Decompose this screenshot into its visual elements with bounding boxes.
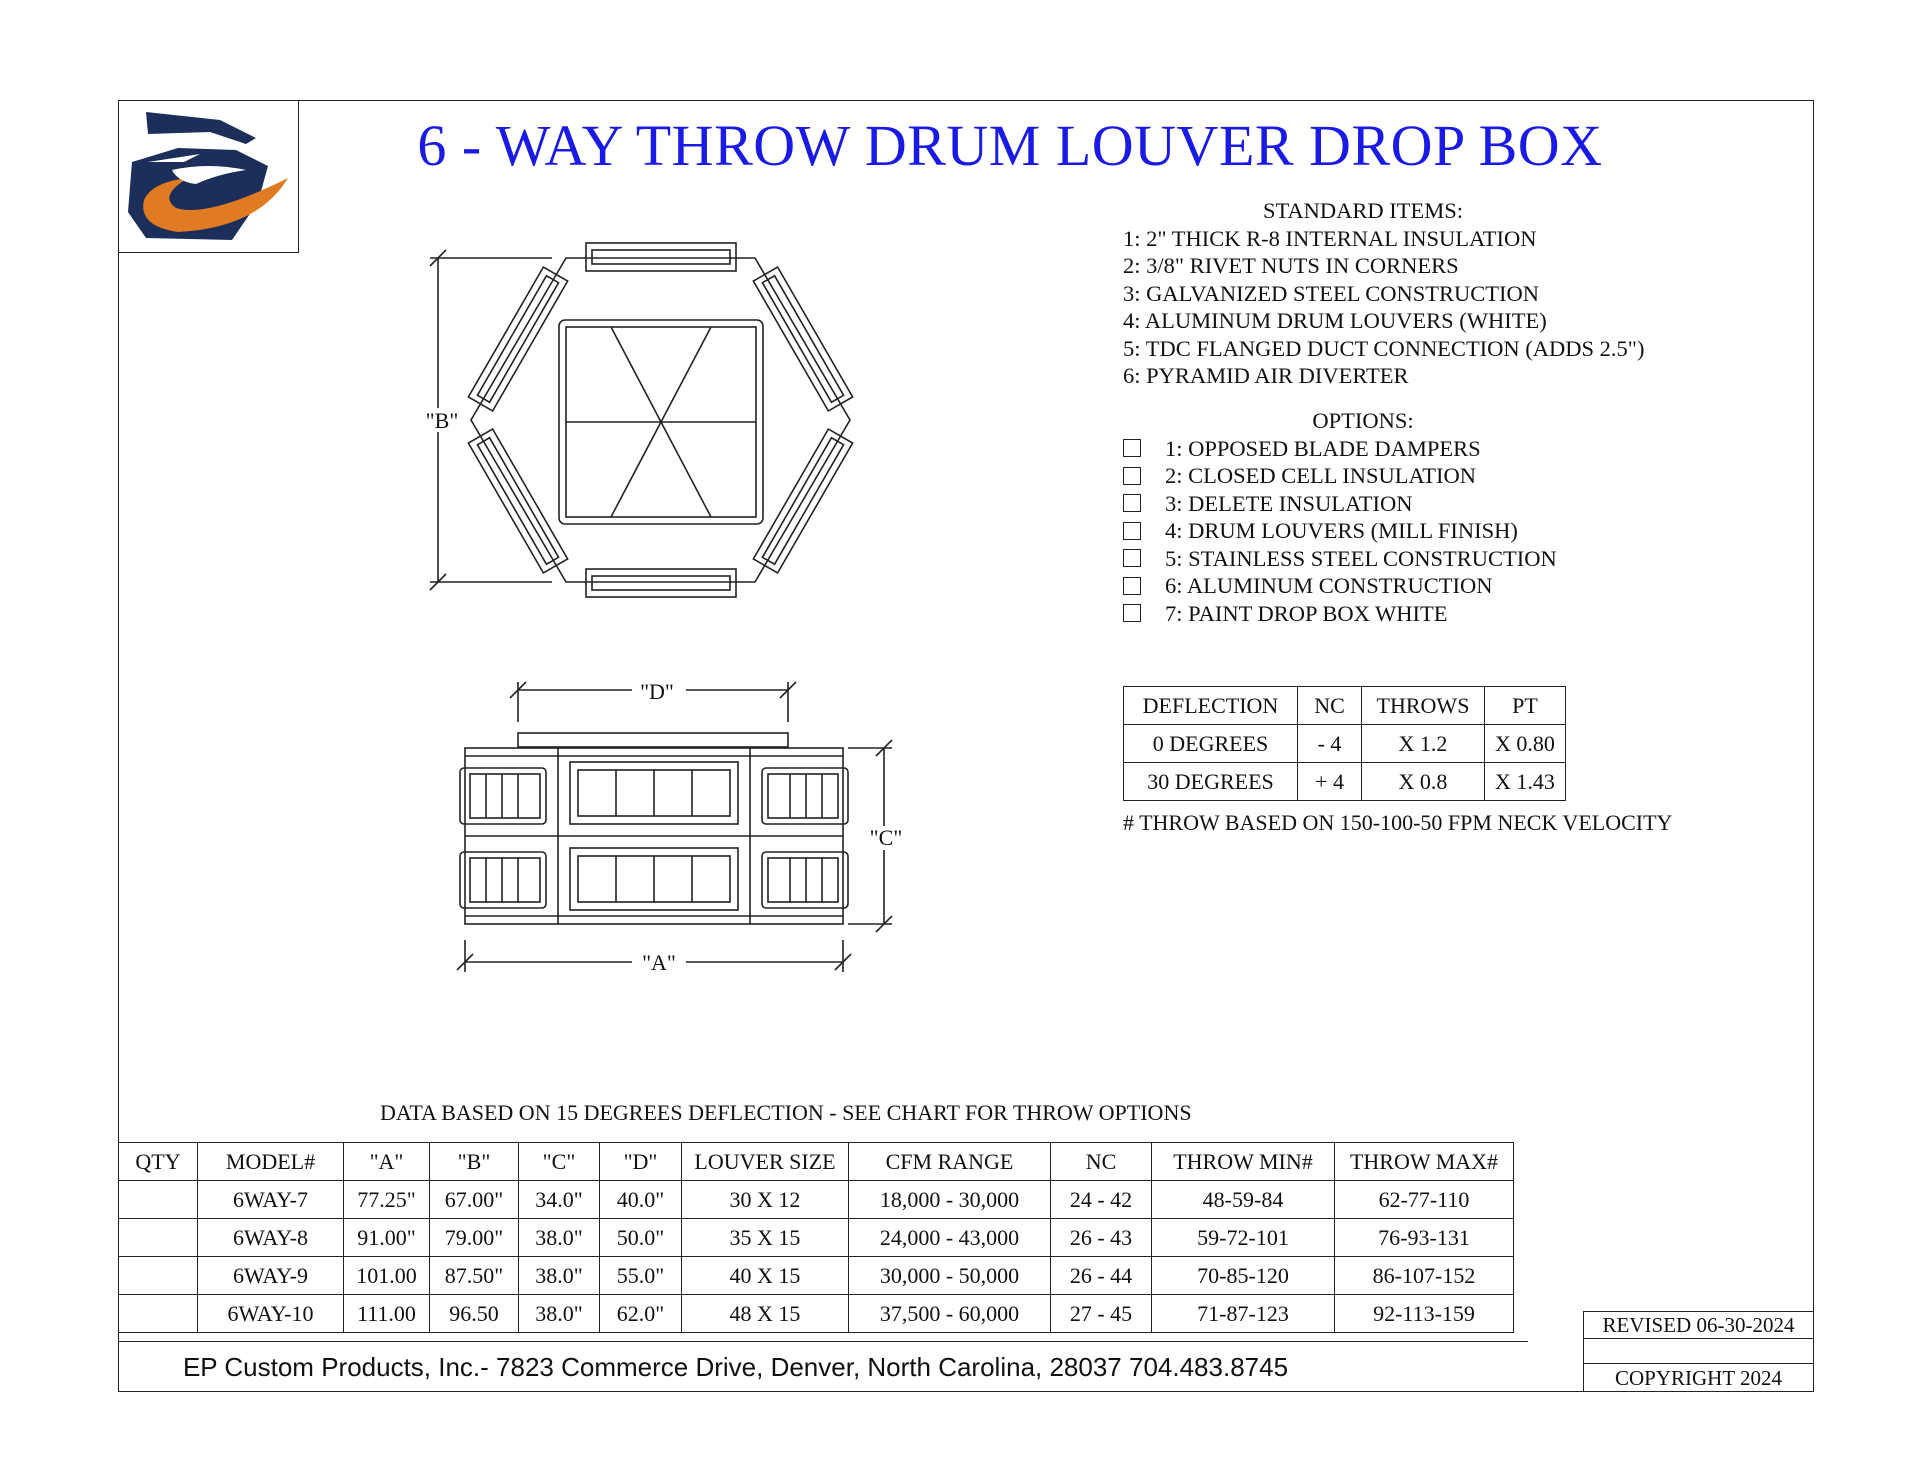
table-header-row (1124, 687, 1566, 725)
copyright-text: COPYRIGHT 2024 (1614, 1366, 1783, 1390)
option-item (1123, 572, 1783, 600)
table-row (1124, 725, 1566, 763)
table-cell: 30 DEGREES (1124, 763, 1298, 801)
option-checkbox[interactable] (1123, 439, 1141, 457)
option-item (1123, 600, 1783, 628)
table-cell: 6WAY-10 (198, 1295, 344, 1333)
table-cell: 101.00 (344, 1257, 430, 1295)
footer-divider (118, 1341, 1528, 1342)
table-cell: 87.50" (430, 1257, 519, 1295)
table-row (119, 1295, 1514, 1333)
table-cell: 91.00" (344, 1219, 430, 1257)
qty-cell[interactable] (119, 1295, 198, 1333)
table-cell: 62.0" (600, 1295, 682, 1333)
standard-items-section (1123, 197, 1783, 390)
top-view-drawing (430, 243, 853, 597)
table-cell: 40.0" (600, 1181, 682, 1219)
table-cell: X 1.2 (1362, 725, 1485, 763)
table-header-cell: CFM RANGE (849, 1143, 1051, 1181)
table-cell: 79.00" (430, 1219, 519, 1257)
option-checkbox[interactable] (1123, 577, 1141, 595)
option-item (1123, 435, 1783, 463)
table-header-cell: NC (1298, 687, 1362, 725)
table-header-cell: NC (1051, 1143, 1152, 1181)
table-cell: 92-113-159 (1335, 1295, 1514, 1333)
table-cell: 6WAY-8 (198, 1219, 344, 1257)
table-header-cell: "D" (600, 1143, 682, 1181)
table-cell: 34.0" (519, 1181, 600, 1219)
table-header-cell: "A" (344, 1143, 430, 1181)
table-cell: 55.0" (600, 1257, 682, 1295)
table-header-cell: THROW MAX# (1335, 1143, 1514, 1181)
qty-cell[interactable] (119, 1181, 198, 1219)
table-cell: 62-77-110 (1335, 1181, 1514, 1219)
option-label: 7: PAINT DROP BOX WHITE (1165, 600, 1448, 626)
option-checkbox[interactable] (1123, 549, 1141, 567)
table-cell: 96.50 (430, 1295, 519, 1333)
standard-item: 5: TDC FLANGED DUCT CONNECTION (ADDS 2.5") (1123, 335, 1645, 361)
table-cell: 67.00" (430, 1181, 519, 1219)
table-row (119, 1257, 1514, 1295)
table-cell: 59-72-101 (1152, 1219, 1335, 1257)
revised-date: REVISED 06-30-2024 (1602, 1313, 1795, 1337)
deflection-table (1123, 686, 1566, 801)
table-cell: 50.0" (600, 1219, 682, 1257)
table-cell: 27 - 45 (1051, 1295, 1152, 1333)
table-cell: 76-93-131 (1335, 1219, 1514, 1257)
option-checkbox[interactable] (1123, 494, 1141, 512)
dimension-label-d: "D" (640, 679, 674, 704)
table-cell: 38.0" (519, 1257, 600, 1295)
table-cell: 38.0" (519, 1219, 600, 1257)
option-checkbox[interactable] (1123, 522, 1141, 540)
qty-cell[interactable] (119, 1257, 198, 1295)
table-header-cell: QTY (119, 1143, 198, 1181)
standard-item: 4: ALUMINUM DRUM LOUVERS (WHITE) (1123, 308, 1547, 333)
table-header-row (119, 1143, 1514, 1181)
table-cell: 48 X 15 (682, 1295, 849, 1333)
standard-item: 2: 3/8" RIVET NUTS IN CORNERS (1123, 253, 1459, 278)
table-cell: 111.00 (344, 1295, 430, 1333)
table-cell: 48-59-84 (1152, 1181, 1335, 1219)
option-label: 3: DELETE INSULATION (1165, 490, 1413, 516)
table-cell: X 1.43 (1485, 763, 1566, 801)
option-checkbox[interactable] (1123, 467, 1141, 485)
table-cell: 24 - 42 (1051, 1181, 1152, 1219)
option-item (1123, 462, 1783, 490)
table-header-cell: THROWS (1362, 687, 1485, 725)
option-label: 2: CLOSED CELL INSULATION (1165, 463, 1477, 488)
option-item (1123, 490, 1783, 518)
option-item (1123, 545, 1783, 573)
table-header-cell: "C" (519, 1143, 600, 1181)
table-row (119, 1219, 1514, 1257)
option-label: 6: ALUMINUM CONSTRUCTION (1165, 573, 1493, 598)
dimension-label-c: "C" (869, 825, 903, 850)
table-cell: 24,000 - 43,000 (849, 1219, 1051, 1257)
table-cell: 6WAY-9 (198, 1257, 344, 1295)
table-cell: 38.0" (519, 1295, 600, 1333)
table-cell: 30,000 - 50,000 (849, 1257, 1051, 1295)
table-header-cell: MODEL# (198, 1143, 344, 1181)
table-cell: 26 - 44 (1051, 1257, 1152, 1295)
option-label: 1: OPPOSED BLADE DAMPERS (1165, 435, 1481, 461)
company-address-footer: EP Custom Products, Inc.- 7823 Commerce Drive, Denver, North Carolina, 28037 704.483.8745 (182, 1352, 1289, 1382)
data-note: DATA BASED ON 15 DEGREES DEFLECTION - SEE CHART FOR THROW OPTIONS (380, 1100, 1192, 1125)
table-cell: X 0.8 (1362, 763, 1485, 801)
dimension-label-b: "B" (425, 408, 459, 433)
dimension-label-a: "A" (642, 950, 676, 975)
option-item (1123, 517, 1783, 545)
qty-cell[interactable] (119, 1219, 198, 1257)
table-cell: 0 DEGREES (1124, 725, 1298, 763)
standard-item: 6: PYRAMID AIR DIVERTER (1123, 363, 1409, 388)
table-cell: 86-107-152 (1335, 1257, 1514, 1295)
option-label: 5: STAINLESS STEEL CONSTRUCTION (1165, 545, 1557, 571)
option-label: 4: DRUM LOUVERS (MILL FINISH) (1165, 518, 1518, 543)
page-title: 6 - WAY THROW DRUM LOUVER DROP BOX (417, 113, 1603, 178)
revision-divider (1583, 1338, 1814, 1339)
table-cell: 18,000 - 30,000 (849, 1181, 1051, 1219)
table-row (119, 1181, 1514, 1219)
table-cell: 77.25" (344, 1181, 430, 1219)
table-cell: 30 X 12 (682, 1181, 849, 1219)
table-header-cell: THROW MIN# (1152, 1143, 1335, 1181)
table-cell: X 0.80 (1485, 725, 1566, 763)
table-cell: 71-87-123 (1152, 1295, 1335, 1333)
side-view-drawing (457, 682, 892, 972)
options-heading: OPTIONS: (1312, 408, 1414, 433)
table-cell: 6WAY-7 (198, 1181, 344, 1219)
table-header-cell: PT (1485, 687, 1566, 725)
throw-note: # THROW BASED ON 150-100-50 FPM NECK VELOCITY (1123, 810, 1673, 835)
table-cell: 37,500 - 60,000 (849, 1295, 1051, 1333)
table-cell: - 4 (1298, 725, 1362, 763)
option-checkbox[interactable] (1123, 604, 1141, 622)
table-cell: 40 X 15 (682, 1257, 849, 1295)
model-table (118, 1142, 1514, 1333)
table-header-cell: LOUVER SIZE (682, 1143, 849, 1181)
standard-item: 3: GALVANIZED STEEL CONSTRUCTION (1123, 280, 1540, 306)
options-section (1123, 407, 1783, 627)
revision-divider (1583, 1363, 1814, 1364)
table-header-cell: DEFLECTION (1124, 687, 1298, 725)
table-cell: + 4 (1298, 763, 1362, 801)
table-header-cell: "B" (430, 1143, 519, 1181)
standard-items-heading: STANDARD ITEMS: (1262, 198, 1464, 223)
table-cell: 70-85-120 (1152, 1257, 1335, 1295)
table-cell: 26 - 43 (1051, 1219, 1152, 1257)
standard-item: 1: 2" THICK R-8 INTERNAL INSULATION (1123, 225, 1537, 251)
table-row (1124, 763, 1566, 801)
table-cell: 35 X 15 (682, 1219, 849, 1257)
